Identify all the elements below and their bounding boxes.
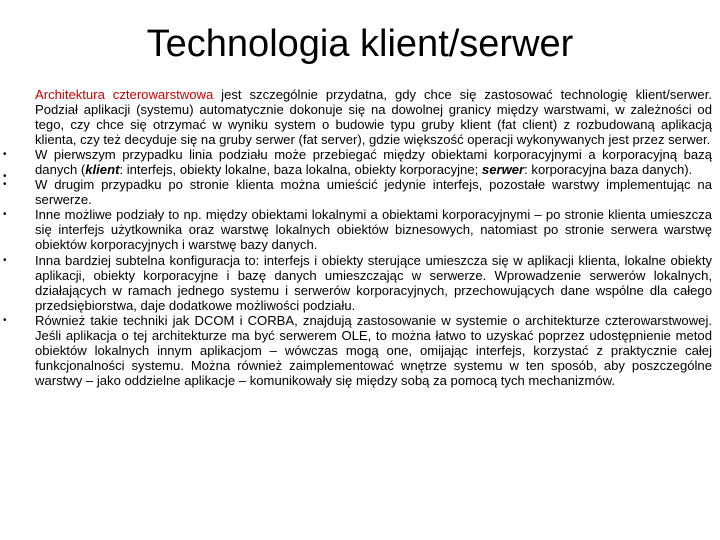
- bullet-marker: •: [3, 314, 7, 326]
- paragraph-subtle-config: [0, 253, 720, 313]
- paragraph-text: Również takie techniki jak DCOM i CORBA, znajdują zastosowanie w systemie o architekturze czterowarstwowej. Jeśli aplikacja o tej architekturze ma być serwerem OLE, to można łatwo to uzyskać poprzez udostępnienie metod obiektów lokalnych innym aplikacjom – wówczas mogą one, omijając interfejs, korzystać z praktycznie całej funkcjonalności systemu. Można również zaimplementować wnętrze systemu w ten sposób, aby poszczególne warstwy – jako oddzielne aplikacje – komunikowały się między sobą za pomocą tych mechanizmów.: [35, 312, 712, 388]
- bullet-marker: •: [3, 179, 7, 191]
- paragraph-text: : korporacyjna baza danych).: [524, 162, 693, 178]
- paragraph-second-case: [0, 177, 720, 207]
- bullet-marker: •: [3, 171, 7, 182]
- slide-body: [0, 87, 720, 527]
- paragraph-first-case: [0, 147, 720, 177]
- paragraph-text: Inne możliwe podziały to np. między obiektami lokalnymi a obiektami korporacyjnymi – po stronie klienta umieszcza się interfejs użytkownika oraz warstwę lokalnych obiektów biznesowych, natomiast po stronie serwera warstwę obiektów korporacyjnych i warstwę bazy danych.: [35, 207, 712, 253]
- term-klient: klient: [85, 162, 120, 178]
- highlight-term: Architektura czterowarstwowa: [35, 87, 214, 102]
- bullet-marker: •: [3, 254, 7, 266]
- paragraph-text: Inna bardziej subtelna konfiguracja to: interfejs i obiekty sterujące umieszcza się w aplikacji klienta, lokalne obiekty aplikacji, obiekty korporacyjne i bazę danych umieszczając w serwerze. Wprowadzenie serwerów lokalnych, działających w ramach jednego systemu i serwerów korporacyjnych, przechowujących dane wspólne dla całego przedsiębiorstwa, daje dodatkowe możliwości podziału.: [35, 252, 712, 313]
- term-serwer: serwer: [481, 162, 525, 178]
- paragraph-text: W pierwszym przypadku linia podziału może przebiegać między obiektami korporacyjnymi a korporacyjną bazą danych (: [35, 147, 712, 178]
- paragraph-text: : interfejs, obiekty lokalne, baza lokalna, obiekty korporacyjne;: [119, 162, 482, 178]
- bullet-marker: •: [3, 149, 7, 161]
- slide-title: Technologia klient/serwer: [146, 23, 574, 65]
- paragraph-other-splits: [0, 207, 720, 252]
- paragraph-text: W drugim przypadku po stronie klienta można umieścić jedynie interfejs, pozostałe warstwy implementując na serwerze.: [35, 177, 712, 208]
- paragraph-text: jest szczególnie przydatna, gdy chce się zastosować technologię klient/serwer. Podział aplikacji (systemu) automatycznie dokonuje się na dowolnej granicy między warstwami, w zależności od tego, czy chce się otrzymać w wyniku system o budowie typu gruby klient (fat client) z rozbudowaną aplikacją klienta, czy też decyduje się na gruby serwer (fat server), gdzie większość operacji wykonywanych jest przez serwer.: [35, 87, 712, 148]
- paragraph-dcom-corba: [0, 313, 720, 388]
- bullet-marker: •: [3, 209, 7, 221]
